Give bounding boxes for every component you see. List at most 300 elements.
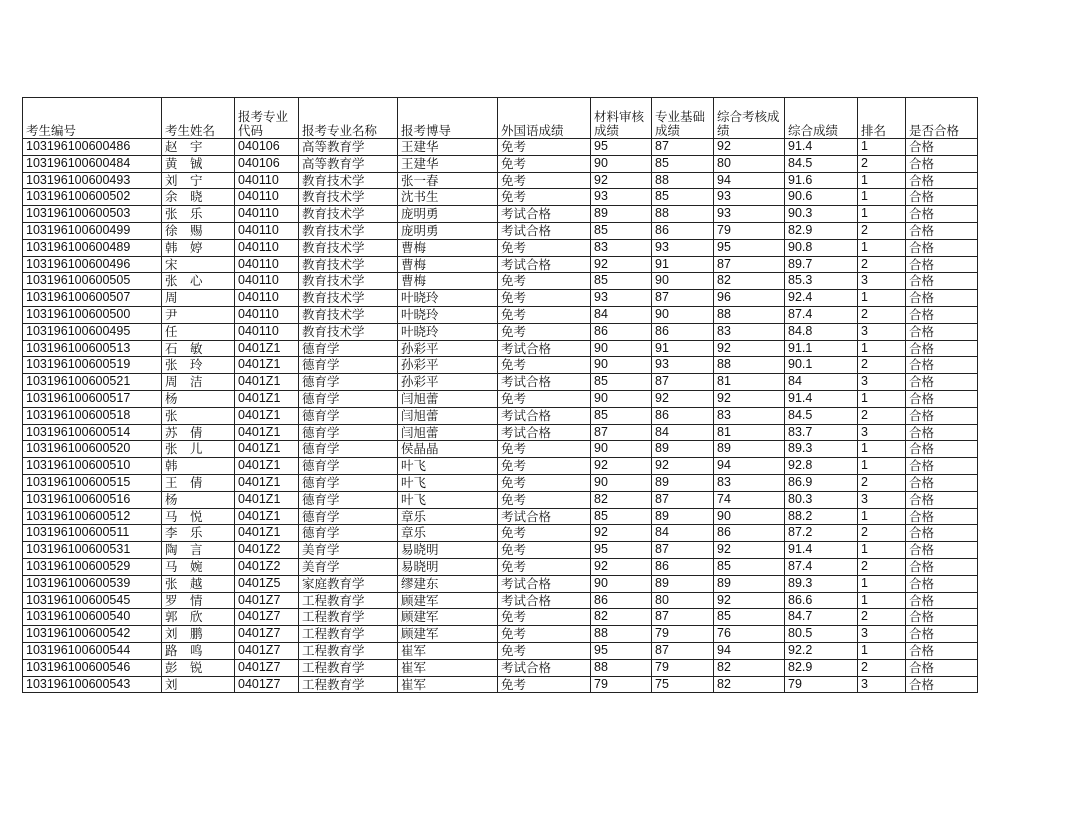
- comprehensive-exam-cell: 85: [714, 609, 785, 626]
- supervisor-cell: 王建华: [398, 155, 498, 172]
- major-name-cell: 工程教育学: [299, 659, 398, 676]
- total-score-cell: 91.4: [785, 139, 858, 156]
- rank-cell: 1: [858, 340, 906, 357]
- table-row: [23, 474, 978, 491]
- qualified-cell: 合格: [906, 290, 978, 307]
- comprehensive-exam-cell: 81: [714, 424, 785, 441]
- name-cell: 黄 铖: [162, 155, 235, 172]
- material-review-cell: 86: [591, 592, 652, 609]
- foreign-language-cell: 免考: [498, 390, 591, 407]
- qualified-cell: 合格: [906, 390, 978, 407]
- foreign-language-cell: 考试合格: [498, 592, 591, 609]
- qualified-cell: 合格: [906, 273, 978, 290]
- qualified-cell: 合格: [906, 155, 978, 172]
- professional-basis-cell: 79: [652, 626, 714, 643]
- professional-basis-cell: 89: [652, 474, 714, 491]
- supervisor-cell: 易晓明: [398, 542, 498, 559]
- major-name-cell: 教育技术学: [299, 273, 398, 290]
- rank-cell: 1: [858, 542, 906, 559]
- comprehensive-exam-cell: 79: [714, 222, 785, 239]
- table-row: [23, 592, 978, 609]
- qualified-cell: 合格: [906, 424, 978, 441]
- supervisor-cell: 孙彩平: [398, 357, 498, 374]
- supervisor-cell: 侯晶晶: [398, 441, 498, 458]
- foreign-language-cell: 考试合格: [498, 659, 591, 676]
- candidate-id-cell: 103196100600495: [23, 323, 162, 340]
- major-name-cell: 德育学: [299, 474, 398, 491]
- name-cell: 韩 婷: [162, 239, 235, 256]
- major-code-cell: 0401Z1: [235, 424, 299, 441]
- comprehensive-exam-cell: 88: [714, 357, 785, 374]
- table-row: [23, 441, 978, 458]
- name-cell: 周 洁: [162, 374, 235, 391]
- qualified-cell: 合格: [906, 256, 978, 273]
- supervisor-cell: 庞明勇: [398, 222, 498, 239]
- total-score-cell: 87.4: [785, 306, 858, 323]
- header-supervisor: 报考博导: [398, 98, 498, 139]
- candidate-id-cell: 103196100600514: [23, 424, 162, 441]
- total-score-cell: 84.5: [785, 155, 858, 172]
- total-score-cell: 90.3: [785, 206, 858, 223]
- qualified-cell: 合格: [906, 340, 978, 357]
- material-review-cell: 92: [591, 558, 652, 575]
- rank-cell: 1: [858, 206, 906, 223]
- supervisor-cell: 孙彩平: [398, 374, 498, 391]
- supervisor-cell: 叶飞: [398, 491, 498, 508]
- rank-cell: 1: [858, 390, 906, 407]
- major-name-cell: 工程教育学: [299, 676, 398, 693]
- material-review-cell: 90: [591, 357, 652, 374]
- candidate-id-cell: 103196100600542: [23, 626, 162, 643]
- qualified-cell: 合格: [906, 458, 978, 475]
- major-code-cell: 0401Z1: [235, 508, 299, 525]
- material-review-cell: 87: [591, 424, 652, 441]
- comprehensive-exam-cell: 88: [714, 306, 785, 323]
- qualified-cell: 合格: [906, 474, 978, 491]
- header-major-name: 报考专业名称: [299, 98, 398, 139]
- comprehensive-exam-cell: 83: [714, 323, 785, 340]
- total-score-cell: 80.3: [785, 491, 858, 508]
- rank-cell: 1: [858, 290, 906, 307]
- name-cell: 杨: [162, 390, 235, 407]
- comprehensive-exam-cell: 92: [714, 340, 785, 357]
- table-row: [23, 139, 978, 156]
- foreign-language-cell: 免考: [498, 609, 591, 626]
- table-row: [23, 256, 978, 273]
- name-cell: 刘 宁: [162, 172, 235, 189]
- name-cell: 李 乐: [162, 525, 235, 542]
- foreign-language-cell: 考试合格: [498, 222, 591, 239]
- table-row: [23, 525, 978, 542]
- name-cell: 郭 欣: [162, 609, 235, 626]
- supervisor-cell: 庞明勇: [398, 206, 498, 223]
- professional-basis-cell: 90: [652, 273, 714, 290]
- foreign-language-cell: 免考: [498, 357, 591, 374]
- name-cell: 徐 赐: [162, 222, 235, 239]
- professional-basis-cell: 91: [652, 340, 714, 357]
- major-code-cell: 0401Z1: [235, 491, 299, 508]
- comprehensive-exam-cell: 86: [714, 525, 785, 542]
- total-score-cell: 87.4: [785, 558, 858, 575]
- qualified-cell: 合格: [906, 323, 978, 340]
- qualified-cell: 合格: [906, 575, 978, 592]
- supervisor-cell: 崔军: [398, 659, 498, 676]
- header-total-score: 综合成绩: [785, 98, 858, 139]
- candidate-id-cell: 103196100600496: [23, 256, 162, 273]
- table-row: [23, 458, 978, 475]
- table-row: [23, 290, 978, 307]
- comprehensive-exam-cell: 81: [714, 374, 785, 391]
- major-name-cell: 家庭教育学: [299, 575, 398, 592]
- professional-basis-cell: 75: [652, 676, 714, 693]
- major-code-cell: 040110: [235, 222, 299, 239]
- rank-cell: 3: [858, 491, 906, 508]
- total-score-cell: 88.2: [785, 508, 858, 525]
- professional-basis-cell: 88: [652, 206, 714, 223]
- material-review-cell: 92: [591, 172, 652, 189]
- major-code-cell: 040106: [235, 155, 299, 172]
- comprehensive-exam-cell: 85: [714, 558, 785, 575]
- total-score-cell: 86.9: [785, 474, 858, 491]
- professional-basis-cell: 93: [652, 357, 714, 374]
- comprehensive-exam-cell: 89: [714, 575, 785, 592]
- supervisor-cell: 崔军: [398, 642, 498, 659]
- candidate-id-cell: 103196100600510: [23, 458, 162, 475]
- major-code-cell: 040110: [235, 239, 299, 256]
- material-review-cell: 79: [591, 676, 652, 693]
- professional-basis-cell: 87: [652, 491, 714, 508]
- comprehensive-exam-cell: 92: [714, 390, 785, 407]
- candidate-id-cell: 103196100600489: [23, 239, 162, 256]
- rank-cell: 1: [858, 189, 906, 206]
- comprehensive-exam-cell: 82: [714, 273, 785, 290]
- comprehensive-exam-cell: 80: [714, 155, 785, 172]
- foreign-language-cell: 考试合格: [498, 340, 591, 357]
- major-code-cell: 0401Z7: [235, 659, 299, 676]
- foreign-language-cell: 免考: [498, 139, 591, 156]
- table-row: [23, 676, 978, 693]
- candidate-id-cell: 103196100600513: [23, 340, 162, 357]
- material-review-cell: 84: [591, 306, 652, 323]
- major-code-cell: 040110: [235, 273, 299, 290]
- foreign-language-cell: 免考: [498, 676, 591, 693]
- table-row: [23, 609, 978, 626]
- comprehensive-exam-cell: 83: [714, 407, 785, 424]
- candidate-id-cell: 103196100600502: [23, 189, 162, 206]
- rank-cell: 2: [858, 659, 906, 676]
- professional-basis-cell: 89: [652, 441, 714, 458]
- name-cell: 彭 锐: [162, 659, 235, 676]
- supervisor-cell: 顾建军: [398, 592, 498, 609]
- total-score-cell: 92.8: [785, 458, 858, 475]
- supervisor-cell: 缪建东: [398, 575, 498, 592]
- major-code-cell: 040106: [235, 139, 299, 156]
- material-review-cell: 89: [591, 206, 652, 223]
- foreign-language-cell: 考试合格: [498, 575, 591, 592]
- supervisor-cell: 易晓明: [398, 558, 498, 575]
- name-cell: 宋: [162, 256, 235, 273]
- major-code-cell: 0401Z1: [235, 458, 299, 475]
- rank-cell: 1: [858, 508, 906, 525]
- major-name-cell: 高等教育学: [299, 139, 398, 156]
- major-code-cell: 0401Z1: [235, 340, 299, 357]
- total-score-cell: 80.5: [785, 626, 858, 643]
- name-cell: 张 玲: [162, 357, 235, 374]
- total-score-cell: 79: [785, 676, 858, 693]
- name-cell: 张 越: [162, 575, 235, 592]
- foreign-language-cell: 考试合格: [498, 424, 591, 441]
- header-row: [23, 98, 978, 139]
- professional-basis-cell: 87: [652, 542, 714, 559]
- supervisor-cell: 叶晓玲: [398, 290, 498, 307]
- candidate-id-cell: 103196100600540: [23, 609, 162, 626]
- candidate-id-cell: 103196100600546: [23, 659, 162, 676]
- supervisor-cell: 顾建军: [398, 609, 498, 626]
- header-rank: 排名: [858, 98, 906, 139]
- major-name-cell: 教育技术学: [299, 239, 398, 256]
- total-score-cell: 90.1: [785, 357, 858, 374]
- major-name-cell: 美育学: [299, 542, 398, 559]
- header-comprehensive-exam: 综合考核成绩: [714, 98, 785, 139]
- major-code-cell: 0401Z1: [235, 390, 299, 407]
- table-row: [23, 659, 978, 676]
- qualified-cell: 合格: [906, 306, 978, 323]
- major-name-cell: 德育学: [299, 525, 398, 542]
- qualified-cell: 合格: [906, 239, 978, 256]
- foreign-language-cell: 免考: [498, 441, 591, 458]
- rank-cell: 1: [858, 575, 906, 592]
- total-score-cell: 83.7: [785, 424, 858, 441]
- table-row: [23, 323, 978, 340]
- major-name-cell: 教育技术学: [299, 256, 398, 273]
- total-score-cell: 84: [785, 374, 858, 391]
- material-review-cell: 92: [591, 256, 652, 273]
- major-name-cell: 德育学: [299, 407, 398, 424]
- rank-cell: 2: [858, 256, 906, 273]
- total-score-cell: 87.2: [785, 525, 858, 542]
- header-name: 考生姓名: [162, 98, 235, 139]
- table-row: [23, 206, 978, 223]
- candidate-id-cell: 103196100600503: [23, 206, 162, 223]
- candidate-id-cell: 103196100600507: [23, 290, 162, 307]
- material-review-cell: 85: [591, 273, 652, 290]
- material-review-cell: 90: [591, 474, 652, 491]
- material-review-cell: 82: [591, 491, 652, 508]
- comprehensive-exam-cell: 83: [714, 474, 785, 491]
- name-cell: 张 心: [162, 273, 235, 290]
- rank-cell: 2: [858, 222, 906, 239]
- name-cell: 马 婉: [162, 558, 235, 575]
- qualified-cell: 合格: [906, 626, 978, 643]
- rank-cell: 2: [858, 525, 906, 542]
- header-major-code: 报考专业代码: [235, 98, 299, 139]
- comprehensive-exam-cell: 94: [714, 642, 785, 659]
- professional-basis-cell: 87: [652, 290, 714, 307]
- major-code-cell: 040110: [235, 323, 299, 340]
- table-row: [23, 340, 978, 357]
- total-score-cell: 91.6: [785, 172, 858, 189]
- table-row: [23, 155, 978, 172]
- major-name-cell: 教育技术学: [299, 290, 398, 307]
- major-name-cell: 工程教育学: [299, 642, 398, 659]
- major-code-cell: 0401Z5: [235, 575, 299, 592]
- table-body: [23, 139, 978, 693]
- total-score-cell: 92.4: [785, 290, 858, 307]
- professional-basis-cell: 90: [652, 306, 714, 323]
- material-review-cell: 88: [591, 626, 652, 643]
- foreign-language-cell: 免考: [498, 290, 591, 307]
- professional-basis-cell: 84: [652, 525, 714, 542]
- comprehensive-exam-cell: 93: [714, 189, 785, 206]
- rank-cell: 2: [858, 474, 906, 491]
- table-row: [23, 374, 978, 391]
- name-cell: 赵 宇: [162, 139, 235, 156]
- total-score-cell: 82.9: [785, 659, 858, 676]
- candidate-id-cell: 103196100600499: [23, 222, 162, 239]
- table-row: [23, 390, 978, 407]
- total-score-cell: 86.6: [785, 592, 858, 609]
- supervisor-cell: 沈书生: [398, 189, 498, 206]
- major-name-cell: 德育学: [299, 441, 398, 458]
- candidate-id-cell: 103196100600512: [23, 508, 162, 525]
- candidate-id-cell: 103196100600544: [23, 642, 162, 659]
- candidate-id-cell: 103196100600518: [23, 407, 162, 424]
- major-name-cell: 德育学: [299, 390, 398, 407]
- header-foreign-language: 外国语成绩: [498, 98, 591, 139]
- score-table: [22, 97, 978, 693]
- major-name-cell: 德育学: [299, 424, 398, 441]
- supervisor-cell: 闫旭蕾: [398, 407, 498, 424]
- foreign-language-cell: 考试合格: [498, 407, 591, 424]
- table-row: [23, 424, 978, 441]
- candidate-id-cell: 103196100600531: [23, 542, 162, 559]
- material-review-cell: 90: [591, 441, 652, 458]
- total-score-cell: 91.4: [785, 390, 858, 407]
- major-code-cell: 0401Z1: [235, 357, 299, 374]
- qualified-cell: 合格: [906, 139, 978, 156]
- material-review-cell: 90: [591, 390, 652, 407]
- name-cell: 路 鸣: [162, 642, 235, 659]
- total-score-cell: 82.9: [785, 222, 858, 239]
- name-cell: 苏 倩: [162, 424, 235, 441]
- major-name-cell: 教育技术学: [299, 206, 398, 223]
- comprehensive-exam-cell: 94: [714, 172, 785, 189]
- supervisor-cell: 张一春: [398, 172, 498, 189]
- name-cell: 杨: [162, 491, 235, 508]
- candidate-id-cell: 103196100600505: [23, 273, 162, 290]
- major-name-cell: 工程教育学: [299, 626, 398, 643]
- foreign-language-cell: 考试合格: [498, 256, 591, 273]
- professional-basis-cell: 93: [652, 239, 714, 256]
- material-review-cell: 93: [591, 290, 652, 307]
- material-review-cell: 83: [591, 239, 652, 256]
- supervisor-cell: 曹梅: [398, 273, 498, 290]
- total-score-cell: 91.4: [785, 542, 858, 559]
- foreign-language-cell: 免考: [498, 542, 591, 559]
- name-cell: 刘 鹏: [162, 626, 235, 643]
- header-qualified: 是否合格: [906, 98, 978, 139]
- major-code-cell: 0401Z7: [235, 626, 299, 643]
- qualified-cell: 合格: [906, 172, 978, 189]
- comprehensive-exam-cell: 92: [714, 139, 785, 156]
- name-cell: 韩: [162, 458, 235, 475]
- name-cell: 尹: [162, 306, 235, 323]
- comprehensive-exam-cell: 87: [714, 256, 785, 273]
- foreign-language-cell: 考试合格: [498, 374, 591, 391]
- comprehensive-exam-cell: 89: [714, 441, 785, 458]
- major-name-cell: 德育学: [299, 508, 398, 525]
- rank-cell: 1: [858, 139, 906, 156]
- supervisor-cell: 王建华: [398, 139, 498, 156]
- material-review-cell: 95: [591, 542, 652, 559]
- professional-basis-cell: 91: [652, 256, 714, 273]
- major-code-cell: 040110: [235, 189, 299, 206]
- supervisor-cell: 章乐: [398, 508, 498, 525]
- table-row: [23, 273, 978, 290]
- qualified-cell: 合格: [906, 592, 978, 609]
- candidate-id-cell: 103196100600486: [23, 139, 162, 156]
- foreign-language-cell: 免考: [498, 626, 591, 643]
- major-code-cell: 0401Z2: [235, 558, 299, 575]
- header-material-review: 材料审核成绩: [591, 98, 652, 139]
- major-name-cell: 教育技术学: [299, 306, 398, 323]
- name-cell: 周: [162, 290, 235, 307]
- major-code-cell: 0401Z7: [235, 609, 299, 626]
- comprehensive-exam-cell: 76: [714, 626, 785, 643]
- major-code-cell: 040110: [235, 256, 299, 273]
- comprehensive-exam-cell: 82: [714, 659, 785, 676]
- name-cell: 王 倩: [162, 474, 235, 491]
- rank-cell: 2: [858, 357, 906, 374]
- table-row: [23, 172, 978, 189]
- supervisor-cell: 叶飞: [398, 458, 498, 475]
- major-name-cell: 德育学: [299, 374, 398, 391]
- foreign-language-cell: 免考: [498, 306, 591, 323]
- professional-basis-cell: 86: [652, 407, 714, 424]
- supervisor-cell: 章乐: [398, 525, 498, 542]
- rank-cell: 1: [858, 592, 906, 609]
- foreign-language-cell: 免考: [498, 474, 591, 491]
- candidate-id-cell: 103196100600517: [23, 390, 162, 407]
- name-cell: 马 悦: [162, 508, 235, 525]
- comprehensive-exam-cell: 93: [714, 206, 785, 223]
- qualified-cell: 合格: [906, 491, 978, 508]
- name-cell: 张 乐: [162, 206, 235, 223]
- major-name-cell: 德育学: [299, 340, 398, 357]
- comprehensive-exam-cell: 92: [714, 542, 785, 559]
- table-row: [23, 508, 978, 525]
- qualified-cell: 合格: [906, 206, 978, 223]
- foreign-language-cell: 免考: [498, 323, 591, 340]
- table-row: [23, 542, 978, 559]
- rank-cell: 3: [858, 323, 906, 340]
- table-row: [23, 626, 978, 643]
- rank-cell: 2: [858, 558, 906, 575]
- total-score-cell: 90.8: [785, 239, 858, 256]
- name-cell: 张 儿: [162, 441, 235, 458]
- qualified-cell: 合格: [906, 441, 978, 458]
- major-name-cell: 工程教育学: [299, 592, 398, 609]
- qualified-cell: 合格: [906, 374, 978, 391]
- total-score-cell: 89.3: [785, 575, 858, 592]
- professional-basis-cell: 86: [652, 222, 714, 239]
- rank-cell: 3: [858, 374, 906, 391]
- major-name-cell: 教育技术学: [299, 222, 398, 239]
- supervisor-cell: 闫旭蕾: [398, 424, 498, 441]
- major-name-cell: 教育技术学: [299, 323, 398, 340]
- candidate-id-cell: 103196100600521: [23, 374, 162, 391]
- major-code-cell: 0401Z7: [235, 676, 299, 693]
